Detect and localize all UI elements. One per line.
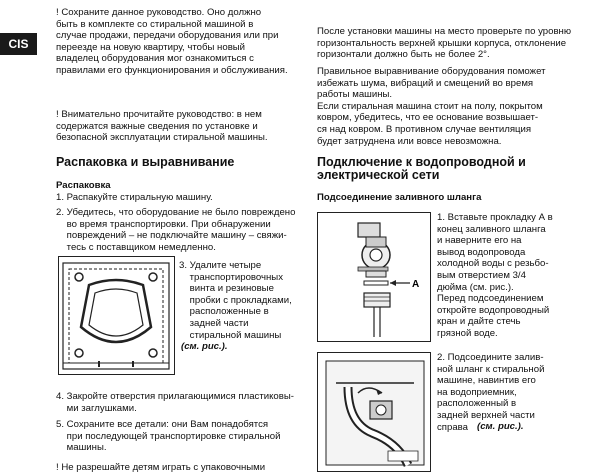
inlet-step-2: 2. Подсоедините залив- ной шланг к стиральной машине, навинтив его на водоприемник, расположенный в задней верхней части справа	[437, 352, 545, 433]
connection-heading: Подключение к водопроводной и электрической сети	[317, 155, 526, 182]
unpacking-subheading: Распаковка	[56, 180, 111, 191]
inlet-hose-subheading: Подсоединение заливного шланга	[317, 192, 482, 203]
washer-back-illustration	[59, 257, 174, 374]
hose-gasket-figure	[317, 212, 431, 342]
read-manual-note: ! Внимательно прочитайте руководство: в нем содержатся важные сведения по установке и безопасной эксплуатации стиральной машины.	[56, 109, 268, 144]
save-manual-note: ! Сохраните данное руководство. Оно должно быть в комплекте со стиральной машиной в случае продажи, передачи оборудования или при переезде на новую квартиру, чтобы новый владелец оборудования мог ознакомиться с правилами его функционирования и обслуживания.	[56, 7, 288, 76]
gasket-label: A	[412, 279, 420, 290]
unpacking-heading: Распаковка и выравнивание	[56, 155, 235, 169]
step-5: 5. Сохраните все детали: они Вам понадобятся при последующей транспортировке стиральной машины.	[56, 419, 281, 454]
step-3: 3. Удалите четыре транспортировочных винта и резиновые пробки с прокладками, расположенные в задней части стиральной машины	[179, 260, 292, 341]
step-1: 1. Распакуйте стиральную машину.	[56, 192, 213, 203]
leveling-details: Правильное выравнивание оборудования поможет избежать шума, вибраций и смещений во время работы машины. Если стиральная машина стоит на полу, покрытом ковром, убедитесь, что ее основание возвышает- ся над ковром. В противном случае вентиляция будет затруднена или вовсе невозможна.	[317, 66, 546, 147]
hose-gasket-illustration	[318, 213, 430, 341]
hose-connection-illustration	[318, 353, 430, 471]
language-tab: CIS	[0, 33, 37, 55]
step-2: 2. Убедитесь, что оборудование не было повреждено во время транспортировки. При обнаружении повреждений – не подключайте машину – свяжи- тесь с поставщиком немедленно.	[56, 207, 296, 253]
washer-back-figure	[58, 256, 175, 375]
inlet-step-1: 1. Вставьте прокладку А в конец заливного шланга и наверните его на вывод водопровода холодной воды с резьбо- вым отверстием 3/4 дюйма (см. рис.). Перед подсоединением откройте водопроводный кран и дайте стечь грязной воде.	[437, 212, 553, 339]
hose-connection-figure	[317, 352, 431, 472]
inlet-step-2-figure-ref: (см. рис.).	[477, 421, 524, 432]
step-3-figure-ref: (см. рис.).	[181, 341, 228, 352]
children-warning: ! Не разрешайте детям играть с упаковочными	[56, 462, 266, 473]
leveling-note: После установки машины на место проверьте по уровню горизонтальность верхней крышки корпуса, отклонение горизонтали должно быть не более 2°.	[317, 26, 572, 61]
step-4: 4. Закройте отверстия прилагающимися пластиковы- ми заглушками.	[56, 391, 294, 414]
